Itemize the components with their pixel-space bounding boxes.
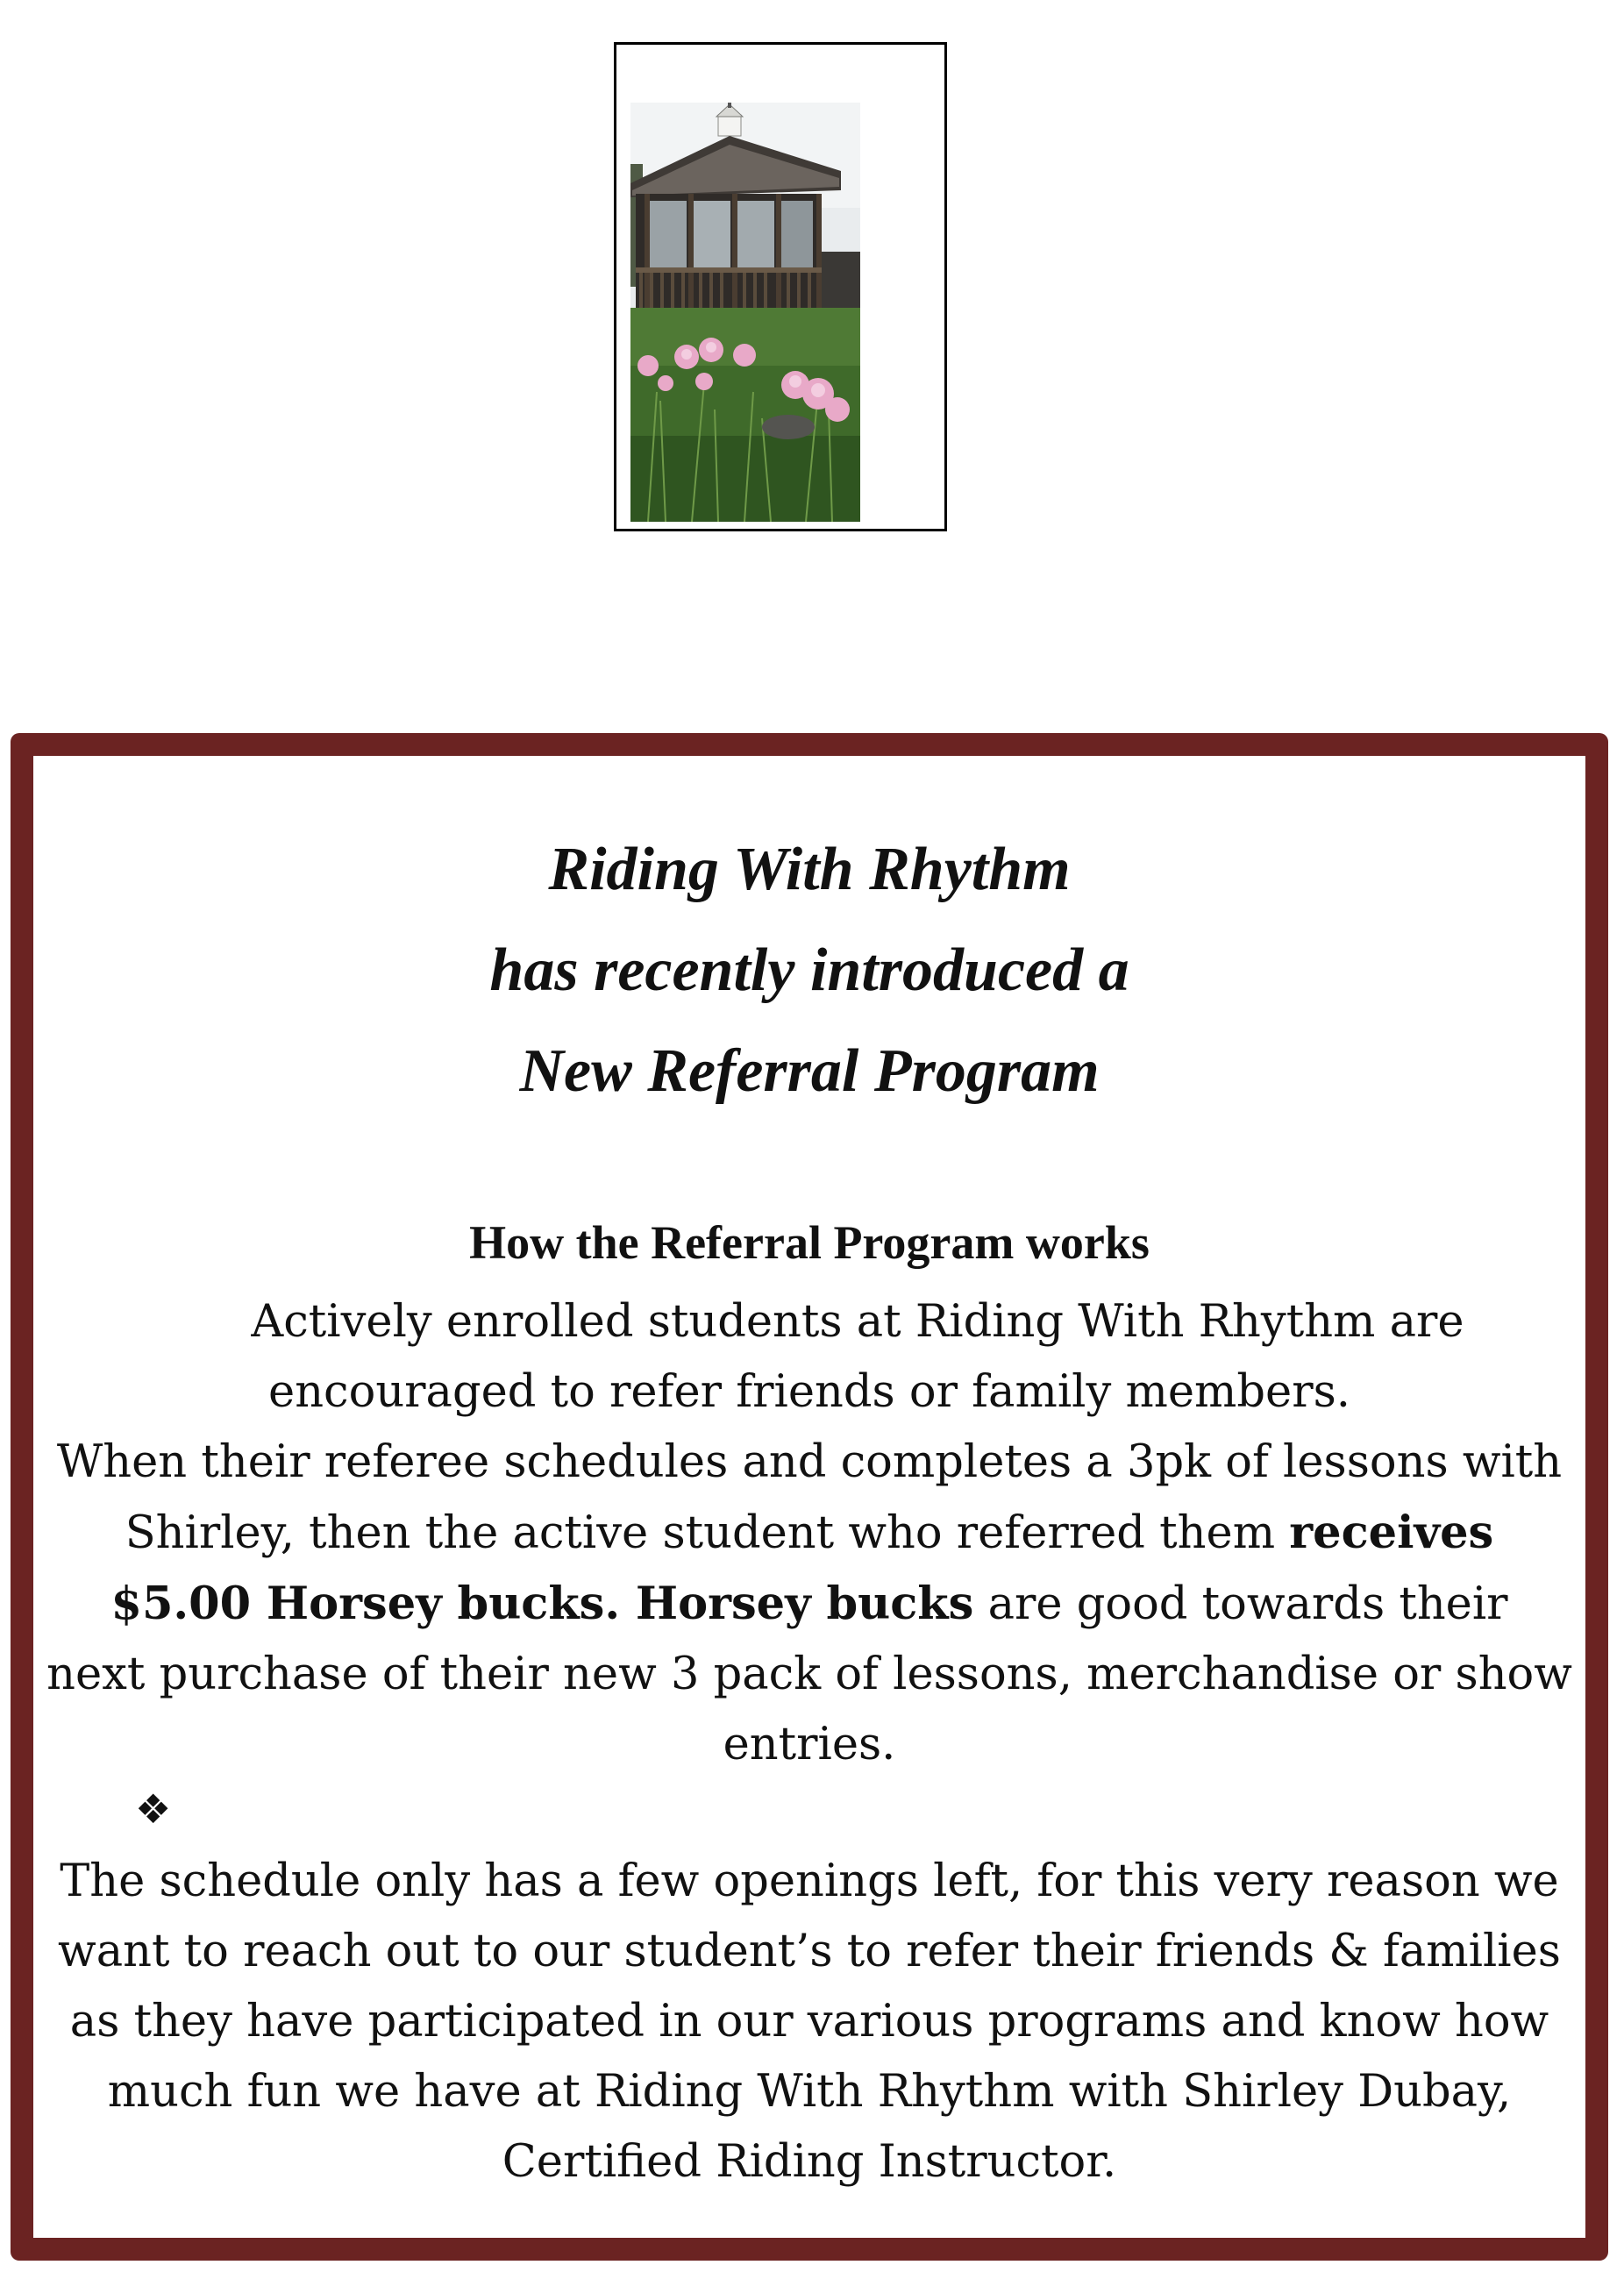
closing-paragraph	[33, 1847, 1585, 2197]
closing-line-3: as they have participated in our various programs and know how	[69, 1996, 1549, 2048]
intro-line-1: Actively enrolled students at Riding With Rhythm are	[251, 1296, 1464, 1348]
headline-line-1: Riding With Rhythm	[548, 836, 1071, 903]
details-line-2-bold: receives	[1289, 1506, 1494, 1559]
closing-line-2: want to reach out to our student’s to refer their friends & families	[58, 1926, 1561, 1977]
closing-line-5: Certified Riding Instructor.	[502, 2136, 1117, 2188]
headline-line-2: has recently introduced a	[489, 937, 1129, 1004]
intro-line-2: encouraged to refer friends or family members.	[268, 1366, 1350, 1418]
details-line-3-text: are good towards their	[973, 1578, 1508, 1630]
section-heading: How the Referral Program works	[469, 1216, 1150, 1269]
details-line-3	[33, 1569, 1585, 1640]
details-line-1: When their referee schedules and completes a 3pk of lessons with	[56, 1436, 1563, 1488]
details-line-2	[33, 1498, 1585, 1569]
closing-line-4: much fun we have at Riding With Rhythm with Shirley Dubay,	[107, 2066, 1512, 2118]
details-line-4: next purchase of their new 3 pack of lessons, merchandise or show	[46, 1649, 1572, 1700]
headline-line-3: New Referral Program	[519, 1037, 1100, 1105]
photo-frame	[614, 42, 947, 531]
gazebo-illustration	[630, 103, 860, 522]
flyer-box	[11, 733, 1608, 2261]
diamond-bullet-icon: ❖	[135, 1785, 172, 1833]
details-line-2-text: Shirley, then the active student who referred them	[125, 1507, 1290, 1559]
details-line-5: entries.	[723, 1719, 896, 1770]
details-line-3-bold: $5.00 Horsey bucks. Horsey bucks	[110, 1578, 974, 1630]
closing-line-1: The schedule only has a few openings left, for this very reason we	[60, 1855, 1559, 1907]
gazebo-photo	[630, 103, 860, 522]
referral-details-paragraph	[33, 1428, 1585, 1780]
